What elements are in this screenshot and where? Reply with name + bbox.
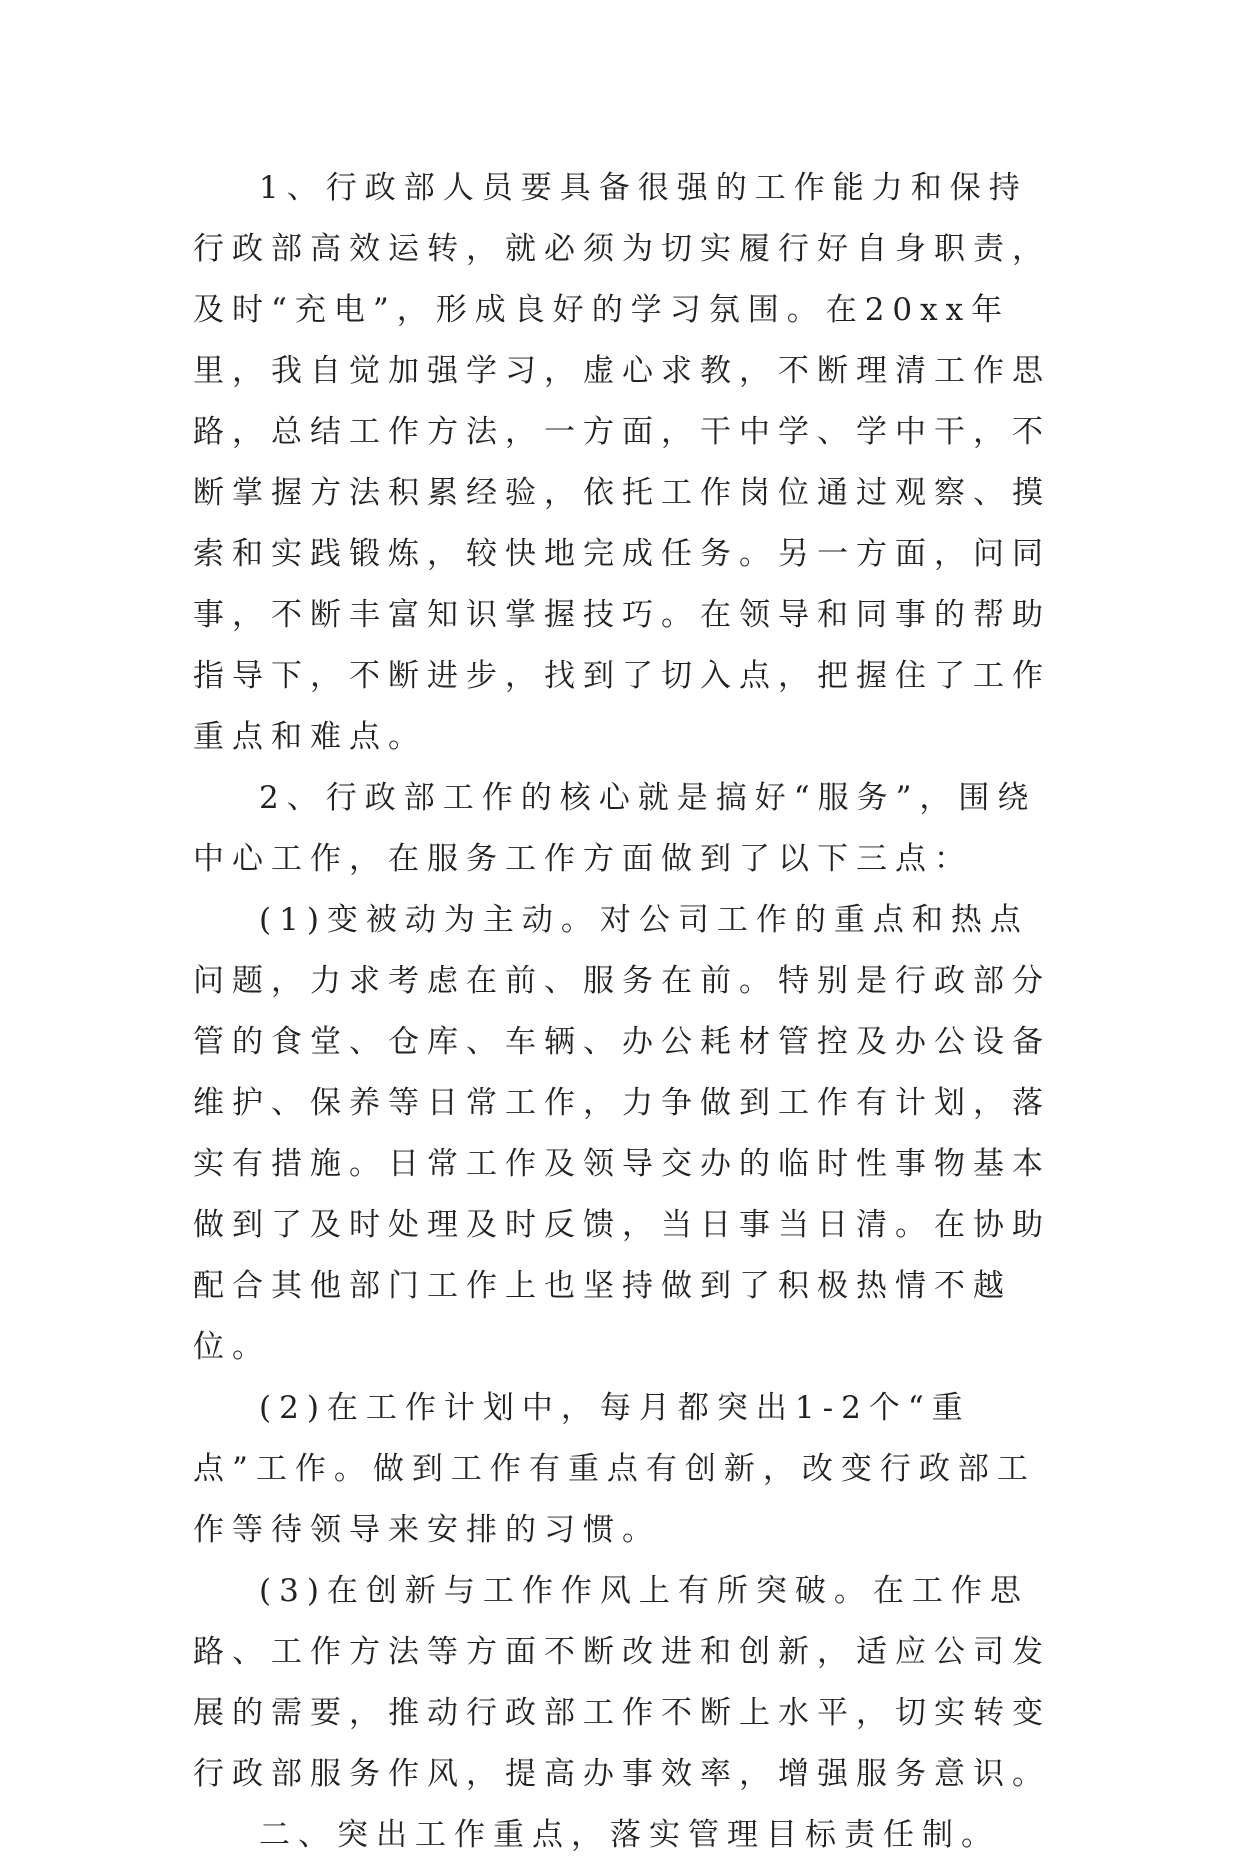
document-body	[193, 158, 1053, 1866]
paragraph-5: (3)在创新与工作作风上有所突破。在工作思路、工作方法等方面不断改进和创新，适应公司发展的需要，推动行政部工作不断上水平，切实转变行政部服务作风，提高办事效率，增强服务意识。	[193, 1573, 1051, 1792]
paragraph-3: (1)变被动为主动。对公司工作的重点和热点问题，力求考虑在前、服务在前。特别是行政部分管的食堂、仓库、车辆、办公耗材管控及办公设备维护、保养等日常工作，力争做到工作有计划，落实有措施。日常工作及领导交办的临时性事物基本做到了及时处理及时反馈，当日事当日清。在协助配合其他部门工作上也坚持做到了积极热情不越位。	[193, 902, 1051, 1365]
paragraph-4: (2)在工作计划中，每月都突出1-2个“重点”工作。做到工作有重点有创新，改变行政部工作等待领导来安排的习惯。	[193, 1390, 1036, 1548]
paragraph-1: 1、行政部人员要具备很强的工作能力和保持行政部高效运转，就必须为切实履行好自身职责，及时“充电”，形成良好的学习氛围。在20xx年里，我自觉加强学习，虚心求教，不断理清工作思路，总结工作方法，一方面，干中学、学中干，不断掌握方法积累经验，依托工作岗位通过观察、摸索和实践锻炼，较快地完成任务。另一方面，问同事，不断丰富知识掌握技巧。在领导和同事的帮助指导下，不断进步，找到了切入点，把握住了工作重点和难点。	[193, 170, 1051, 755]
paragraph-2: 2、行政部工作的核心就是搞好“服务”，围绕中心工作，在服务工作方面做到了以下三点：	[193, 780, 1037, 877]
paragraph-6: 二、突出工作重点，落实管理目标责任制。	[259, 1817, 1000, 1853]
